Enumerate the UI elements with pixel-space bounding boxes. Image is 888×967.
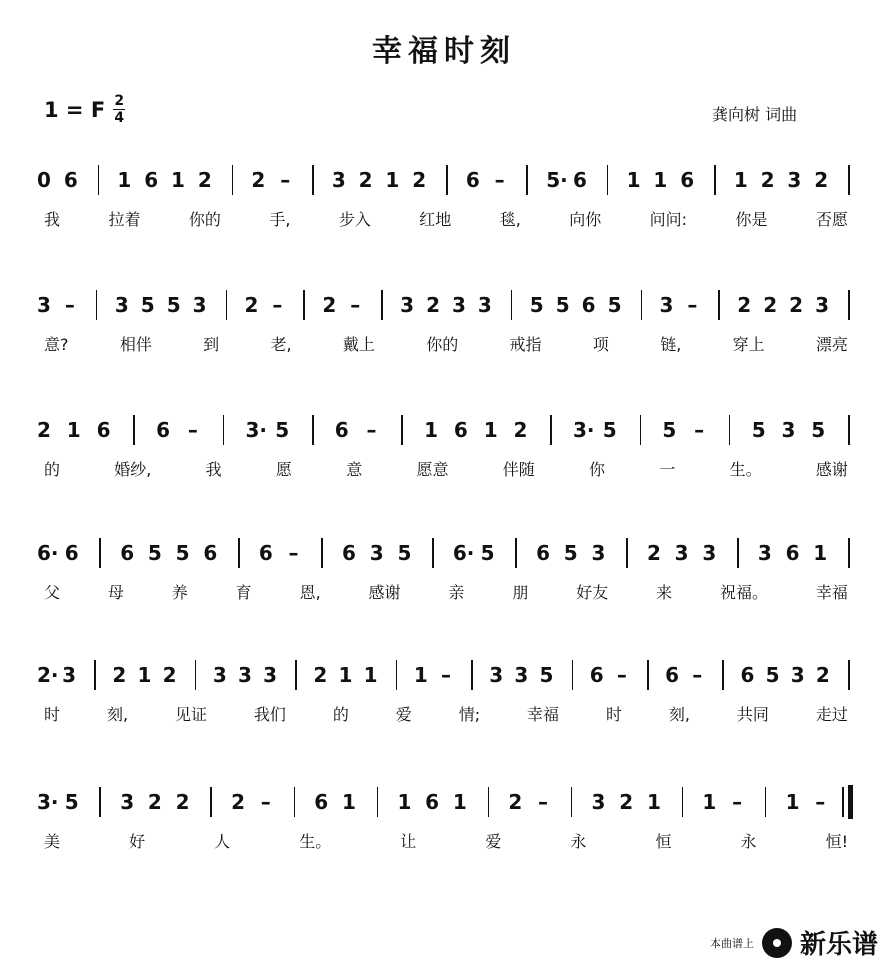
lyric-word: 戒指: [509, 335, 542, 354]
lyric-word: 毯,: [499, 210, 521, 229]
bar-line: [714, 165, 716, 195]
note: –: [732, 790, 743, 814]
bar-line: [396, 660, 398, 690]
note: 3: [331, 168, 346, 192]
note: 6: [144, 168, 159, 192]
note: 2: [412, 168, 427, 192]
lyric-word: 感谢: [815, 460, 848, 479]
note: 2: [513, 418, 528, 442]
lyric-word: 你的: [426, 335, 459, 354]
lyric-word: 向你: [569, 210, 602, 229]
note: –: [692, 663, 703, 687]
note: 3: [37, 293, 51, 317]
lyric-word: 时: [605, 705, 622, 724]
note: 1: [171, 168, 185, 192]
notes-line: [0, 787, 888, 823]
note: 5: [811, 418, 826, 442]
note: 1: [646, 790, 661, 814]
note: 2: [37, 418, 51, 442]
key-label: 1 = F: [44, 97, 106, 122]
note: 6: [680, 168, 695, 192]
bar-line: [647, 660, 649, 690]
lyric-word: 情;: [458, 705, 481, 724]
bar-line: [98, 165, 100, 195]
bar-line: [294, 787, 296, 817]
lyric-word: 手,: [269, 210, 291, 229]
note: 1: [626, 168, 641, 192]
note: 3·: [245, 418, 267, 442]
note: 1: [452, 790, 467, 814]
lyric-word: 否愿: [815, 210, 848, 229]
lyric-word: 刻,: [668, 705, 690, 724]
note: 5: [602, 418, 617, 442]
note: –: [187, 418, 198, 442]
lyric-word: 你的: [188, 210, 221, 229]
note: 6·: [452, 541, 475, 565]
bar-line: [729, 415, 731, 445]
lyric-word: 幸福: [815, 583, 848, 602]
note: 6·: [37, 541, 59, 565]
note: –: [260, 790, 271, 814]
note: –: [272, 293, 283, 317]
note: –: [494, 168, 505, 192]
lyric-word: 步入: [338, 210, 371, 229]
note: 2: [313, 663, 328, 687]
lyric-word: 的: [44, 460, 61, 479]
note: 2: [815, 663, 830, 687]
note: 3: [369, 541, 384, 565]
lyric-word: 美: [44, 832, 61, 851]
note: 3: [659, 293, 674, 317]
note: 5: [480, 541, 495, 565]
lyric-word: 走过: [815, 705, 848, 724]
note: 6: [589, 663, 604, 687]
note: 3: [263, 663, 278, 687]
note: –: [616, 663, 627, 687]
bar-line: [722, 660, 724, 690]
lyric-word: 生。: [729, 460, 762, 479]
composer-credit: 龚向树 词曲: [712, 105, 798, 124]
final-bar-thick: [848, 785, 853, 819]
note: 5: [607, 293, 622, 317]
notes-line: [0, 165, 888, 201]
lyrics-line: [44, 332, 848, 355]
note: 1: [338, 663, 353, 687]
note: –: [64, 293, 75, 317]
bar-line: [848, 538, 850, 568]
note: 3: [212, 663, 227, 687]
note: –: [538, 790, 549, 814]
lyric-word: 好友: [576, 583, 609, 602]
bar-line: [312, 415, 314, 445]
note: 5: [64, 790, 79, 814]
bar-line: [550, 415, 552, 445]
note: 1: [66, 418, 81, 442]
note: 6: [63, 168, 78, 192]
note: 6: [314, 790, 329, 814]
note: 1: [813, 541, 828, 565]
note: 3: [591, 541, 606, 565]
note: 2: [112, 663, 127, 687]
note: 6: [740, 663, 755, 687]
note: 3: [674, 541, 689, 565]
bar-line: [94, 660, 96, 690]
bar-line: [641, 290, 643, 320]
bar-line: [303, 290, 305, 320]
note: 3: [514, 663, 529, 687]
note: 2: [508, 790, 523, 814]
lyrics-line: [44, 702, 848, 725]
time-signature: [113, 94, 125, 125]
note: 5: [529, 293, 544, 317]
bar-line: [377, 787, 379, 817]
lyric-word: 意?: [44, 335, 69, 354]
footer-small-text: 本曲谱上: [709, 936, 754, 950]
bar-line: [488, 787, 490, 817]
note: 5: [147, 541, 162, 565]
bar-line: [848, 660, 850, 690]
note: 3: [192, 293, 207, 317]
bar-line: [471, 660, 473, 690]
note: 5: [662, 418, 677, 442]
note: 2: [426, 293, 440, 317]
lyric-word: 恒!: [825, 832, 848, 851]
note: 6: [465, 168, 480, 192]
lyrics-line: [44, 580, 848, 603]
note: 3: [757, 541, 772, 565]
note: 2: [197, 168, 212, 192]
note: 3: [62, 663, 77, 687]
note: 5·: [546, 168, 568, 192]
lyric-word: 的: [332, 705, 349, 724]
lyric-word: 红地: [419, 210, 452, 229]
note: 1: [653, 168, 668, 192]
note: 2: [251, 168, 266, 192]
lyric-word: 母: [107, 583, 124, 602]
bar-line: [515, 538, 517, 568]
lyric-word: 到: [203, 335, 220, 354]
lyric-word: 父: [44, 583, 61, 602]
note: 3: [114, 293, 129, 317]
bar-line: [195, 660, 197, 690]
lyric-word: 意: [346, 460, 363, 479]
note: –: [280, 168, 291, 192]
note: 3: [815, 293, 830, 317]
lyric-word: 共同: [736, 705, 769, 724]
note: –: [441, 663, 451, 687]
note: 5: [563, 541, 578, 565]
bar-line: [848, 165, 850, 195]
note: 2: [737, 293, 752, 317]
note: 1: [117, 168, 132, 192]
lyric-word: 祝福。: [719, 583, 768, 602]
note: 1: [363, 663, 378, 687]
bar-line: [321, 538, 323, 568]
lyric-word: 一: [659, 460, 676, 479]
note: 2·: [37, 663, 59, 687]
note: 3: [400, 293, 415, 317]
note: 2: [646, 541, 661, 565]
lyric-word: 刻,: [106, 705, 129, 724]
lyric-word: 愿意: [416, 460, 449, 479]
lyric-word: 漂亮: [815, 335, 848, 354]
note: 2: [760, 168, 775, 192]
note: 3: [790, 663, 805, 687]
note: 2: [814, 168, 829, 192]
lyric-word: 见证: [174, 705, 207, 724]
note: 5: [140, 293, 155, 317]
note: 5: [175, 541, 190, 565]
lyric-word: 育: [235, 583, 252, 602]
bar-line: [446, 165, 448, 195]
note: 1: [483, 418, 498, 442]
note: 0: [37, 168, 51, 192]
note: 1: [397, 790, 412, 814]
note: 6: [581, 293, 596, 317]
note: 1: [413, 663, 428, 687]
lyric-word: 戴上: [342, 335, 375, 354]
note: 2: [619, 790, 634, 814]
note: 3: [591, 790, 606, 814]
note: –: [366, 418, 377, 442]
lyric-word: 爱: [485, 832, 502, 851]
footer-logo-text: 新乐谱: [799, 930, 878, 960]
time-signature-bottom: 4: [114, 110, 125, 126]
note: 6: [536, 541, 550, 565]
note: 1: [424, 418, 439, 442]
bar-line: [640, 415, 642, 445]
note: 3: [238, 663, 252, 687]
lyric-word: 恩,: [299, 583, 321, 602]
note: 2: [322, 293, 337, 317]
note: 3: [451, 293, 466, 317]
note: 1: [341, 790, 356, 814]
bar-line: [96, 290, 98, 320]
note: 3: [787, 168, 802, 192]
lyric-word: 相伴: [119, 335, 152, 354]
bar-line: [432, 538, 434, 568]
lyric-word: 伴随: [502, 460, 535, 479]
note: 6: [453, 418, 468, 442]
note: 6: [341, 541, 356, 565]
note: 3: [120, 790, 135, 814]
note: 6: [120, 541, 135, 565]
record-icon: [762, 928, 792, 958]
bar-line: [607, 165, 609, 195]
note: 5: [397, 541, 412, 565]
note: 2: [789, 293, 804, 317]
note: 6: [64, 541, 79, 565]
notes-line: [0, 660, 888, 696]
time-signature-top: 2: [114, 93, 125, 109]
lyric-word: 好: [129, 832, 146, 851]
note: 5: [275, 418, 290, 442]
footer-logo: [710, 924, 878, 961]
note: 6: [258, 541, 273, 565]
bar-line: [718, 290, 720, 320]
lyric-word: 来: [656, 583, 673, 602]
note: 1: [785, 790, 800, 814]
bar-line: [626, 538, 628, 568]
note: 3: [489, 663, 504, 687]
note: 3·: [573, 418, 595, 442]
note: 5: [555, 293, 570, 317]
note: 6: [665, 663, 680, 687]
bar-line: [312, 165, 314, 195]
final-bar-thin: [842, 787, 844, 817]
lyric-word: 我: [44, 210, 61, 229]
lyric-word: 朋: [512, 583, 529, 602]
note: 2: [358, 168, 373, 192]
bar-line: [682, 787, 684, 817]
note: –: [687, 293, 698, 317]
bar-line: [526, 165, 528, 195]
lyrics-line: [44, 457, 848, 480]
lyric-word: 恒: [655, 832, 672, 851]
note: 3: [781, 418, 796, 442]
lyric-word: 问问:: [649, 210, 688, 229]
note: 1: [702, 790, 717, 814]
note: 6: [334, 418, 349, 442]
note: 2: [231, 790, 246, 814]
bar-line: [223, 415, 225, 445]
lyric-word: 穿上: [732, 335, 765, 354]
note: 5: [166, 293, 181, 317]
bar-line: [238, 538, 240, 568]
note: 5: [539, 663, 554, 687]
bar-line: [133, 415, 135, 445]
lyric-word: 愿: [275, 460, 292, 479]
notes-line: [0, 538, 888, 574]
note: 6: [203, 541, 218, 565]
lyric-word: 你: [589, 460, 606, 479]
note: 3: [702, 541, 717, 565]
note: 6: [156, 418, 171, 442]
key-signature: [44, 94, 125, 125]
note: 1: [733, 168, 748, 192]
note: –: [350, 293, 361, 317]
note: 5: [751, 418, 766, 442]
bar-line: [381, 290, 383, 320]
notes-line: [0, 290, 888, 326]
lyric-word: 你是: [735, 210, 768, 229]
lyric-word: 永: [570, 832, 587, 851]
bar-line: [571, 787, 573, 817]
bar-line: [848, 415, 850, 445]
note: 1: [137, 663, 152, 687]
lyric-word: 生。: [299, 832, 332, 851]
lyric-word: 永: [740, 832, 757, 851]
lyric-word: 我们: [253, 705, 286, 724]
note: 6: [573, 168, 587, 192]
lyrics-line: [44, 829, 848, 852]
note: 2: [175, 790, 190, 814]
bar-line: [572, 660, 574, 690]
note: 6: [425, 790, 440, 814]
note: 2: [244, 293, 259, 317]
note: 2: [162, 663, 177, 687]
bar-line: [295, 660, 297, 690]
bar-line: [765, 787, 767, 817]
note: –: [815, 790, 826, 814]
bar-line: [99, 787, 101, 817]
lyric-word: 我: [205, 460, 222, 479]
lyric-word: 爱: [395, 705, 412, 724]
lyric-word: 老,: [270, 335, 292, 354]
note: –: [694, 418, 705, 442]
lyrics-line: [44, 207, 848, 230]
lyric-word: 养: [171, 583, 188, 602]
bar-line: [401, 415, 403, 445]
bar-line: [511, 290, 513, 320]
lyric-word: 感谢: [368, 583, 401, 602]
bar-line: [99, 538, 101, 568]
note: 2: [763, 293, 778, 317]
note: 6: [96, 418, 111, 442]
page-title: 幸福时刻: [372, 34, 516, 69]
note: 6: [785, 541, 800, 565]
bar-line: [210, 787, 212, 817]
note: 3: [477, 293, 492, 317]
lyric-word: 让: [400, 832, 417, 851]
note: 5: [765, 663, 780, 687]
note: –: [288, 541, 299, 565]
lyric-word: 人: [214, 832, 231, 851]
bar-line: [232, 165, 234, 195]
lyric-word: 链,: [660, 335, 682, 354]
note: 3·: [37, 790, 59, 814]
note: 1: [385, 168, 400, 192]
lyric-word: 幸福: [527, 705, 560, 724]
lyric-word: 时: [44, 705, 61, 724]
lyric-word: 婚纱,: [114, 460, 152, 479]
bar-line: [737, 538, 739, 568]
lyric-word: 亲: [448, 583, 465, 602]
lyric-word: 项: [592, 335, 609, 354]
bar-line: [848, 290, 850, 320]
bar-line: [226, 290, 228, 320]
notes-line: [0, 415, 888, 451]
lyric-word: 拉着: [108, 210, 141, 229]
note: 2: [147, 790, 162, 814]
